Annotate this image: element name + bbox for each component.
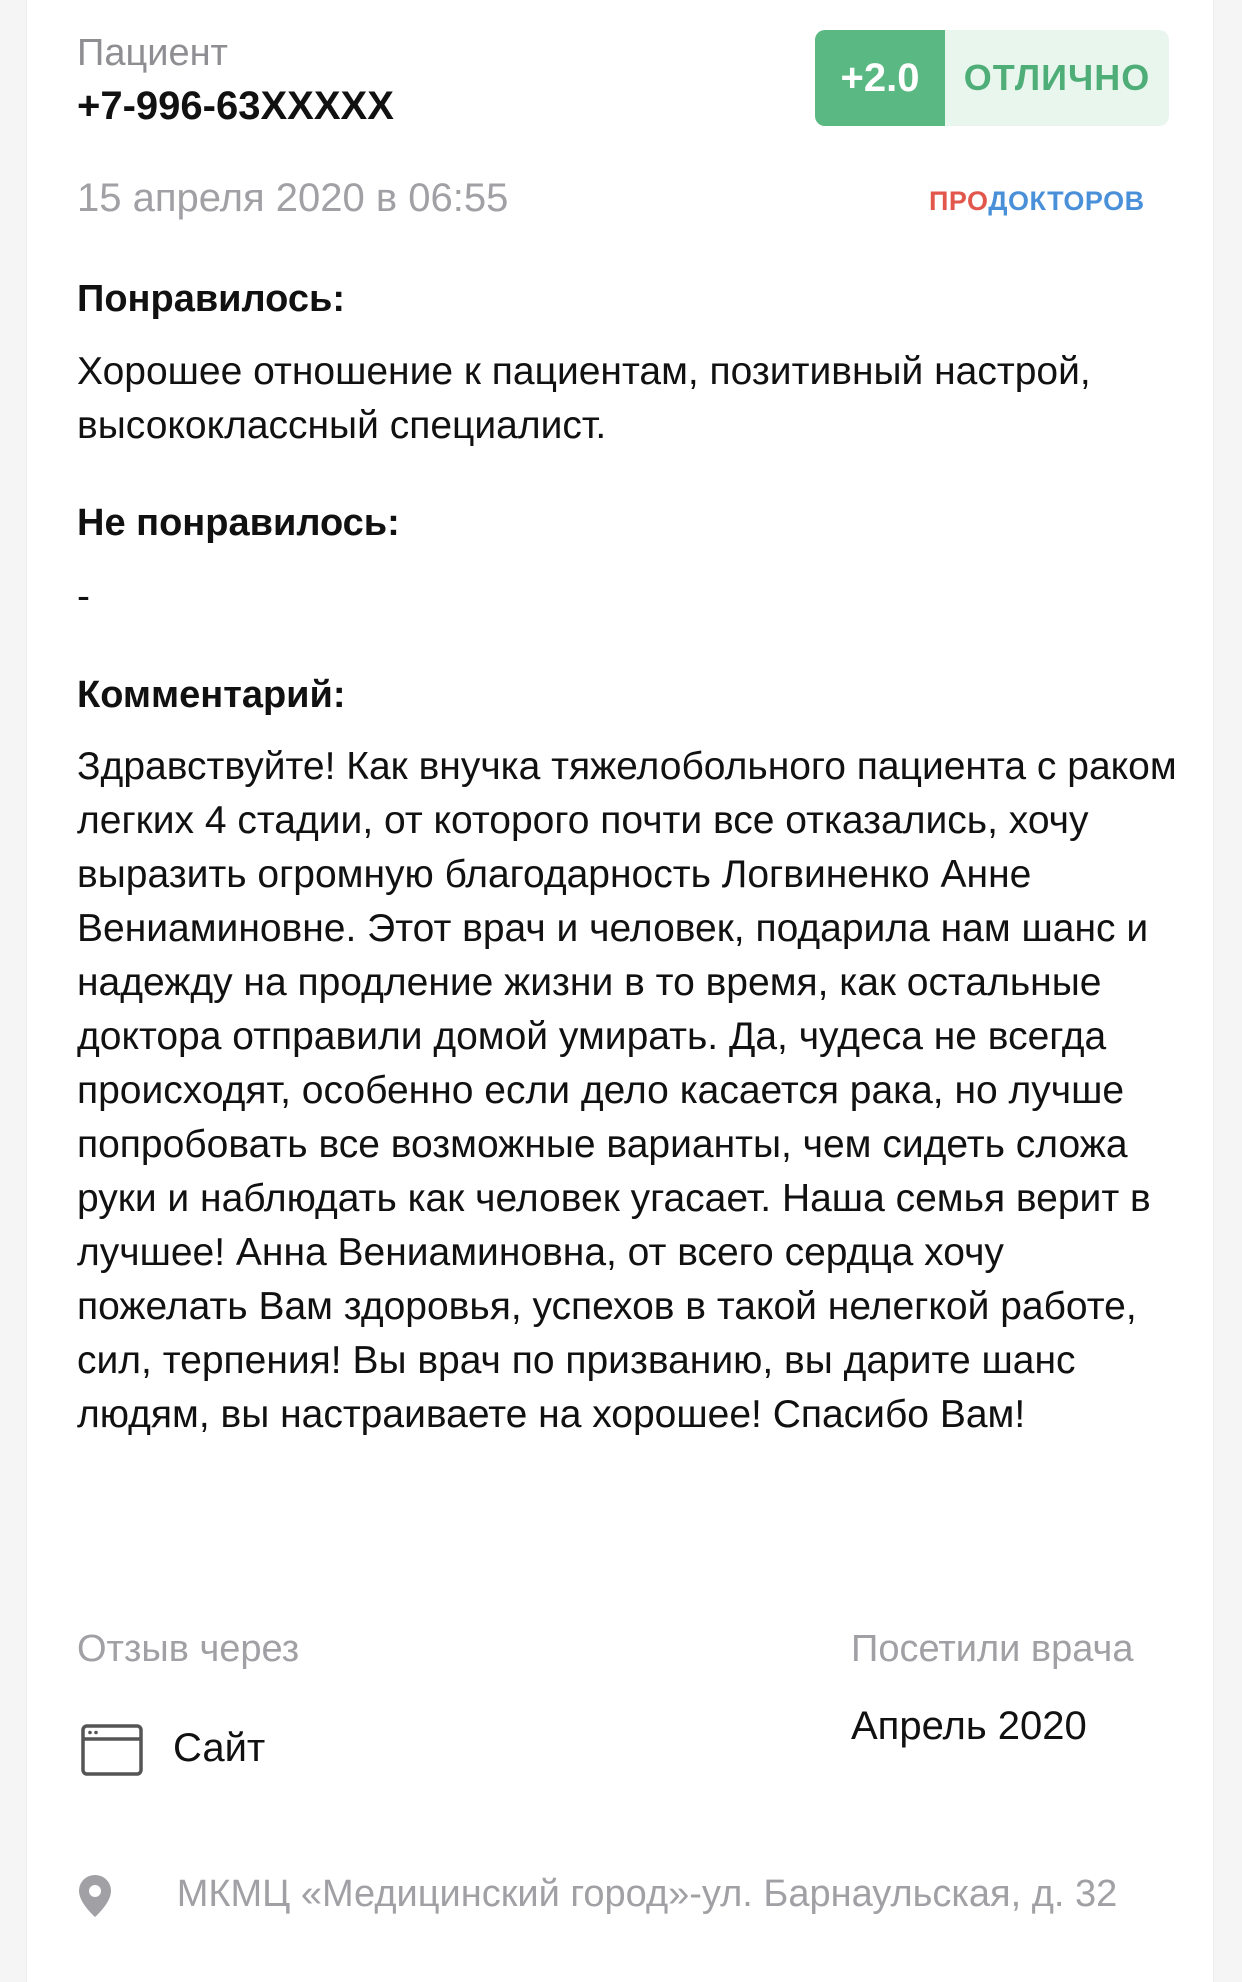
logo-part-doctorov: ДОКТОРОВ — [988, 186, 1145, 216]
disliked-text: - — [77, 575, 90, 618]
browser-window-icon — [81, 1724, 143, 1776]
via-value: Сайт — [173, 1726, 266, 1770]
disliked-title: Не понравилось: — [77, 502, 400, 544]
visit-label: Посетили врача — [851, 1628, 1134, 1670]
review-date: 15 апреля 2020 в 06:55 — [77, 176, 509, 220]
visit-value: Апрель 2020 — [851, 1704, 1087, 1748]
author-phone: +7-996-63XXXXX — [77, 84, 394, 128]
author-label: Пациент — [77, 32, 228, 74]
liked-text: Хорошее отношение к пациентам, позитивный настрой, высококлассный специалист. — [77, 350, 1091, 447]
logo-part-pro: ПРО — [929, 186, 989, 216]
rating-word: ОТЛИЧНО — [963, 57, 1151, 98]
review-card — [26, 0, 1214, 1982]
liked-title: Понравилось: — [77, 278, 346, 320]
location-pin-icon — [77, 1873, 113, 1919]
rating-score: +2.0 — [815, 30, 945, 126]
via-label: Отзыв через — [77, 1628, 300, 1670]
comment-text: Здравствуйте! Как внучка тяжелобольного пациента с раком легких 4 стадии, от которого почти все отказались, хочу выразить огромную благодарность Логвиненко Анне Вениаминовне. Этот врач и человек, подарила нам шанс и надежду на продление жизни в то время, как остальные доктора отправили домой умирать. Да, чудеса не всегда происходят, особенно если дело касается рака, но лучше попробовать все возможные варианты, чем сидеть сложа руки и наблюдать как человек угасает. Наша семья верит в лучшее! Анна Вениаминовна, от всего сердца хочу пожелать Вам здоровья, успехов в такой нелегкой работе, сил, терпения! Вы врач по призванию, вы дарите шанс людям, вы настраиваете на хорошее! Спасибо Вам! — [77, 745, 1177, 1436]
rating-badge — [815, 30, 1169, 126]
comment-title: Комментарий: — [77, 674, 346, 716]
prodoctorov-logo — [929, 186, 1145, 217]
clinic-address[interactable]: МКМЦ «Медицинский город»-ул. Барнаульская, д. 32 — [176, 1873, 1118, 1915]
